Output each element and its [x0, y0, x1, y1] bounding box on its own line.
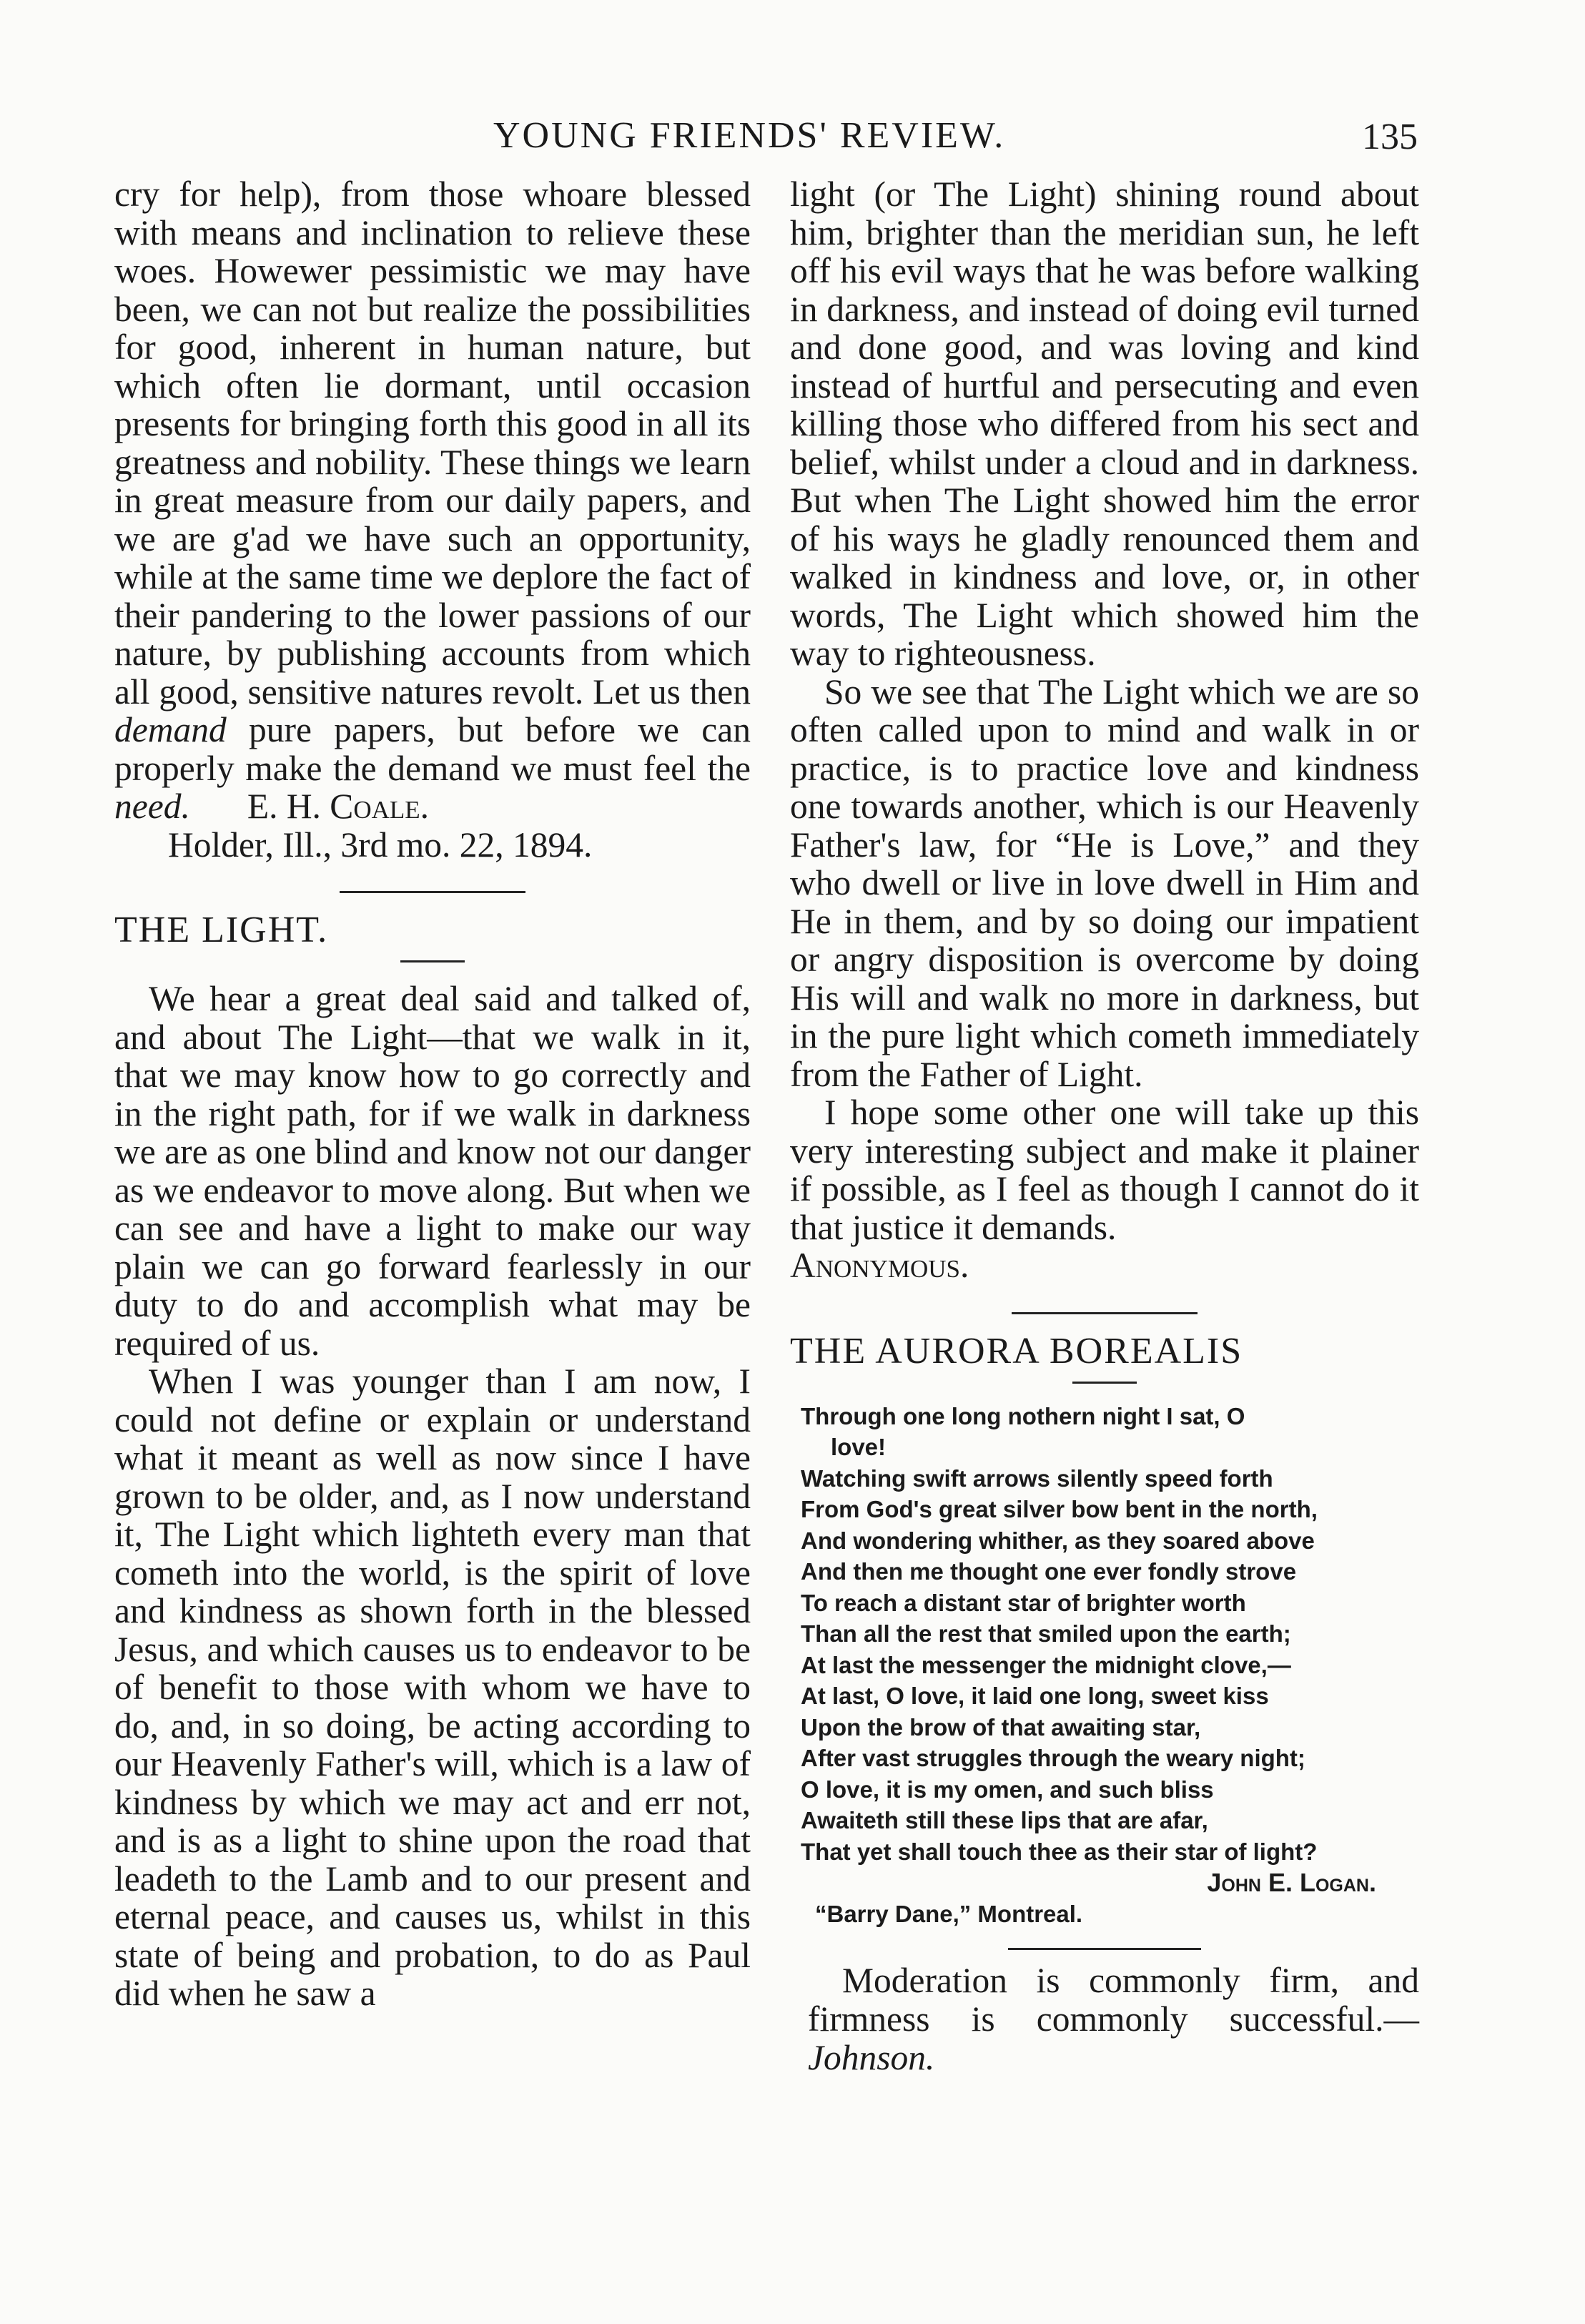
section-divider [1008, 1948, 1201, 1950]
running-title: YOUNG FRIENDS' REVIEW. [493, 115, 1006, 156]
poem-line: At last the messenger the midnight clove,— [801, 1651, 1291, 1678]
closing-quote [790, 1961, 1419, 2077]
coale-letter-body-mid: pure papers, but before we can properly make the demand we must feel the [114, 710, 751, 788]
section-divider [340, 891, 525, 893]
poem-line: Awaiteth still these lips that are afar, [801, 1807, 1208, 1833]
poem-line: love! [831, 1434, 887, 1460]
light-paragraph-1: We hear a great deal said and talked of, and about The Light—that we walk in it, that we may know how to go correctly and in the right path, for if we walk in darkness we are as one blind and know not our danger as we endeavor to move along. But when we can see and have a light to make our way plain we can go forward fearlessly in our duty to do and accomplish what may be required of us. [114, 979, 751, 1363]
page-header [0, 114, 1585, 172]
poem-line: At last, O love, it laid one long, sweet kiss [801, 1683, 1269, 1709]
heading-rule [400, 960, 465, 962]
closing-quote-attribution: Johnson. [808, 2038, 935, 2077]
left-column [114, 175, 751, 2013]
coale-letter-text [114, 175, 751, 826]
poem-line: Watching swift arrows silently speed forth [801, 1464, 1273, 1492]
poem-line: And then me thought one ever fondly strove [801, 1558, 1297, 1585]
poem-line: From God's great silver bow bent in the north, [801, 1496, 1318, 1522]
article-heading-aurora: THE AURORA BOREALIS [790, 1330, 1243, 1372]
light-continued-paragraph-1: light (or The Light) shining round about him, brighter than the meridian sun, he left off his evil ways that he was before walking in darkness, and instead of doing evil turned and done good, and was loving and kind instead of hurtful and persecuting and even killing those who differed from his sect and belief, whilst under a cloud and in darkness. But when The Light showed him the error of his ways he gladly renounced them and walked in kindness and love, or, in other words, The Light which showed him the way to righteousness. [790, 174, 1419, 673]
emphasis-demand: demand [114, 710, 227, 749]
poem-line: To reach a distant star of brighter worth [801, 1589, 1246, 1616]
section-divider [1012, 1312, 1198, 1314]
poem-line: And wondering whither, as they soared above [801, 1527, 1315, 1554]
coale-dateline: Holder, Ill., 3rd mo. 22, 1894. [168, 824, 593, 865]
coale-signature: E. H. Coale. [247, 787, 430, 826]
article-heading-light: THE LIGHT. [114, 910, 329, 950]
poem-line: That yet shall touch thee as their star of light? [801, 1838, 1318, 1865]
poem-line: Upon the brow of that awaiting star, [801, 1713, 1201, 1740]
emphasis-need: need. [114, 787, 190, 826]
page-number: 135 [1362, 117, 1418, 157]
aurora-poem [790, 1401, 1419, 1930]
poem-signature: John E. Logan. [1207, 1868, 1376, 1897]
poem-source: “Barry Dane,” Montreal. [815, 1900, 1083, 1927]
poem-line: After vast struggles through the weary night; [801, 1745, 1305, 1771]
poem-line: O love, it is my omen, and such bliss [801, 1776, 1214, 1803]
poem-line: Through one long nothern night I sat, O [801, 1402, 1245, 1429]
closing-quote-text: Moderation is commonly firm, and firmness is commonly successful.— [808, 1961, 1419, 2039]
light-paragraph-2: When I was younger than I am now, I could not define or explain or understand what it meant as well as now since I have grown to be older, and, as I now understand it, The Light which lighteth every man that cometh into the world, is the spirit of love and kindness as shown forth in the blessed Jesus, and which causes us to endeavor to be of benefit to those with whom we have to do, and, in so doing, be acting according to our Heavenly Father's will, which is a law of kindness by which we may act and err not, and is as a light to shine upon the road that leadeth to the Lamb and to our present and eternal peace, and causes us, whilst in this state of being and probation, to do as Paul did when he saw a [114, 1362, 751, 2013]
light-continued-paragraph-3: I hope some other one will take up this very interesting subject and make it plainer if possible, as I feel as though I cannot do it that justice it demands. [790, 1093, 1419, 1247]
heading-rule [1072, 1382, 1137, 1384]
right-column [790, 175, 1419, 2077]
coale-letter-body: cry for help), from those whoare blessed with means and inclination to relieve these woes. Howewer pessimistic we may have been, we can not but realize the possibilities for good, inherent in human nature, but which often lie dormant, until occasion presents for bringing forth this good in all its greatness and nobility. These things we learn in great measure from our daily papers, and we are g'ad we have such an opportunity, while at the same time we deplore the fact of their pandering to the lower passions of our nature, by publishing accounts from which all good, sensitive natures revolt. Let us then [114, 174, 751, 712]
anonymous-signature: Anonymous. [790, 1246, 969, 1285]
poem-line: Than all the rest that smiled upon the earth; [801, 1620, 1291, 1647]
light-continued-paragraph-2: So we see that The Light which we are so often called upon to mind and walk in or practice, is to practice love and kindness one towards another, which is our Heavenly Father's law, for “He is Love,” and they who dwell or live in love dwell in Him and He in them, and by so doing our impatient or angry disposition is overcome by doing His will and walk no more in darkness, but in the pure light which cometh immediately from the Father of Light. [790, 671, 1419, 1094]
